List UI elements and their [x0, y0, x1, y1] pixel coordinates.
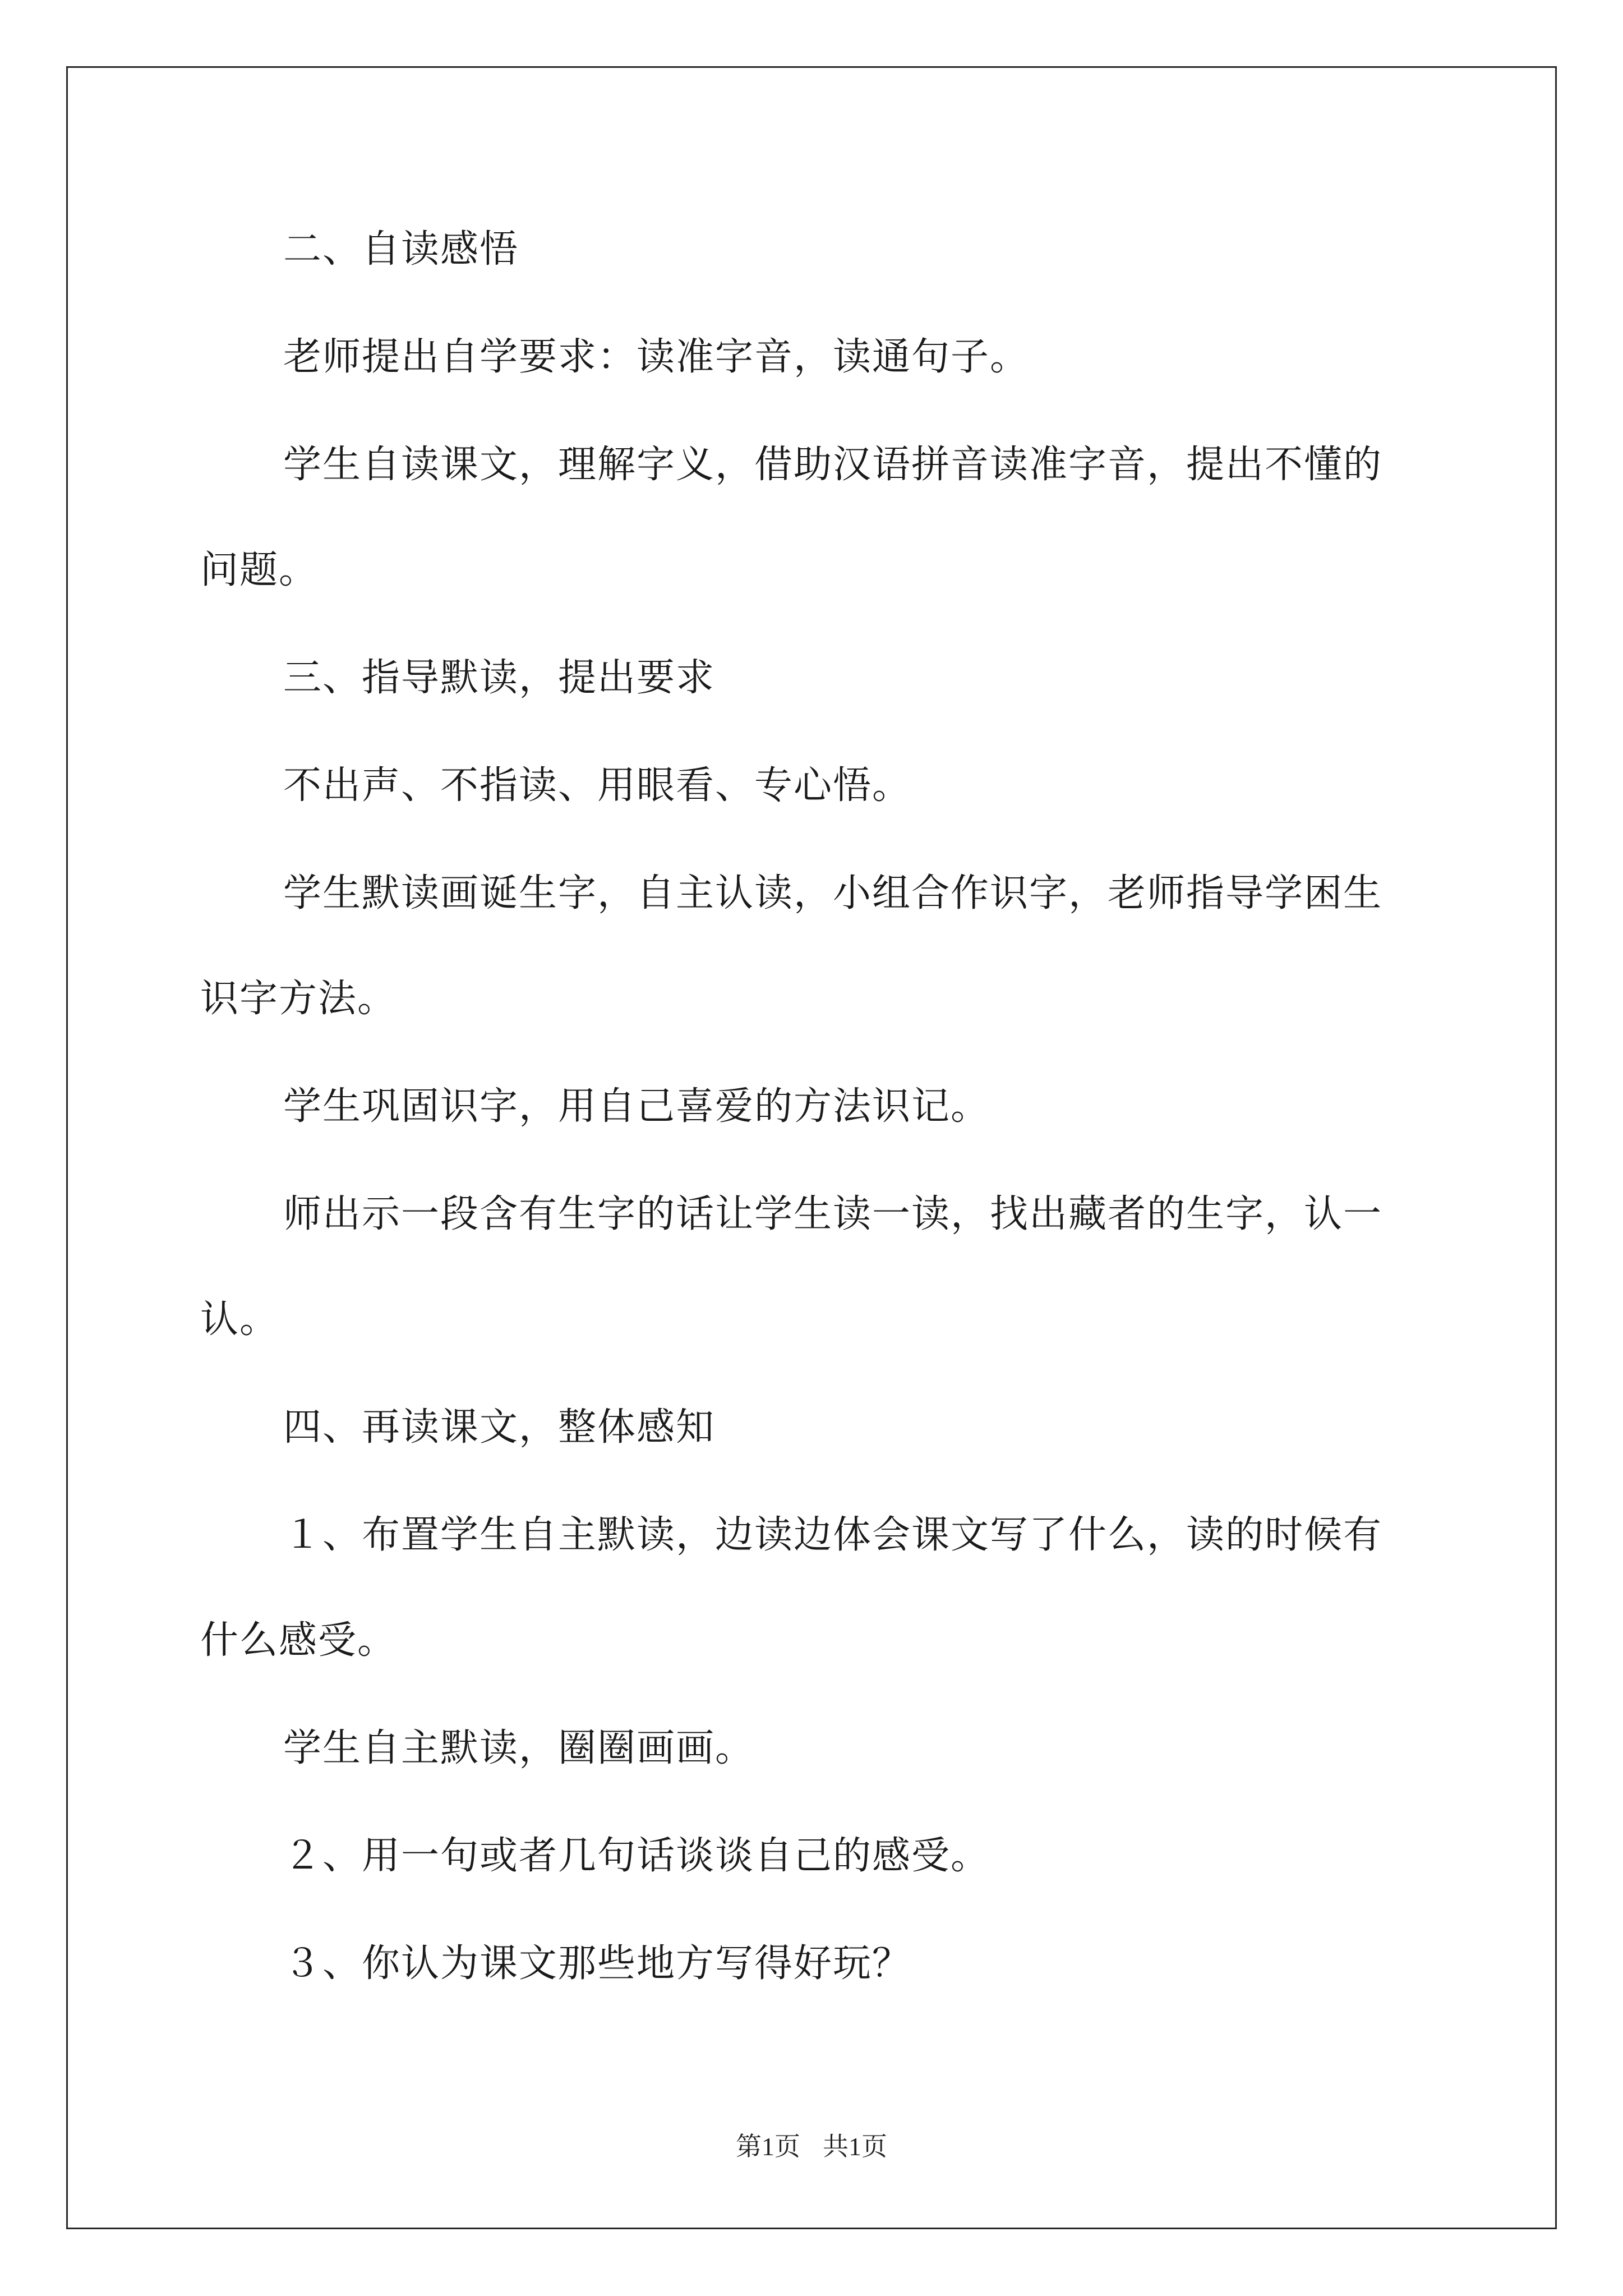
section-heading: 三、指导默读，提出要求: [283, 656, 716, 700]
paragraph: 不出声、不指读、用眼看、专心悟。: [283, 763, 912, 808]
paragraph: ３、你认为课文那些地方写得好玩？: [283, 1941, 912, 1986]
page-footer: [0, 2126, 1623, 2163]
section-heading: 四、再读课文，整体感知: [283, 1405, 716, 1450]
page-border: [66, 66, 1557, 2229]
paragraph: 老师提出自学要求：读准字音，读通句子。: [283, 335, 1030, 379]
paragraph-continuation: 识字方法。: [200, 977, 397, 1021]
paragraph: 学生默读画诞生字，自主认读，小组合作识字，老师指导学困生: [283, 871, 1383, 915]
section-heading: 二、自读感悟: [283, 227, 519, 272]
paragraph-continuation: 什么感受。: [200, 1618, 397, 1663]
paragraph: 学生巩固识字，用自己喜爱的方法识记。: [283, 1084, 990, 1129]
page-number: 第1页: [736, 2132, 800, 2161]
paragraph: 学生自读课文，理解字义，借助汉语拼音读准字音，提出不懂的: [283, 443, 1383, 487]
paragraph: ２、用一句或者几句话谈谈自己的感受。: [283, 1834, 990, 1878]
paragraph: 学生自主默读，圈圈画画。: [283, 1726, 755, 1770]
page-total: 共1页: [823, 2132, 887, 2161]
paragraph: 师出示一段含有生字的话让学生读一读，找出藏者的生字，认一: [283, 1192, 1383, 1236]
paragraph-continuation: 问题。: [200, 548, 319, 592]
paragraph-continuation: 认。: [200, 1297, 279, 1342]
paragraph: １、布置学生自主默读，边读边体会课文写了什么，读的时候有: [283, 1513, 1383, 1557]
